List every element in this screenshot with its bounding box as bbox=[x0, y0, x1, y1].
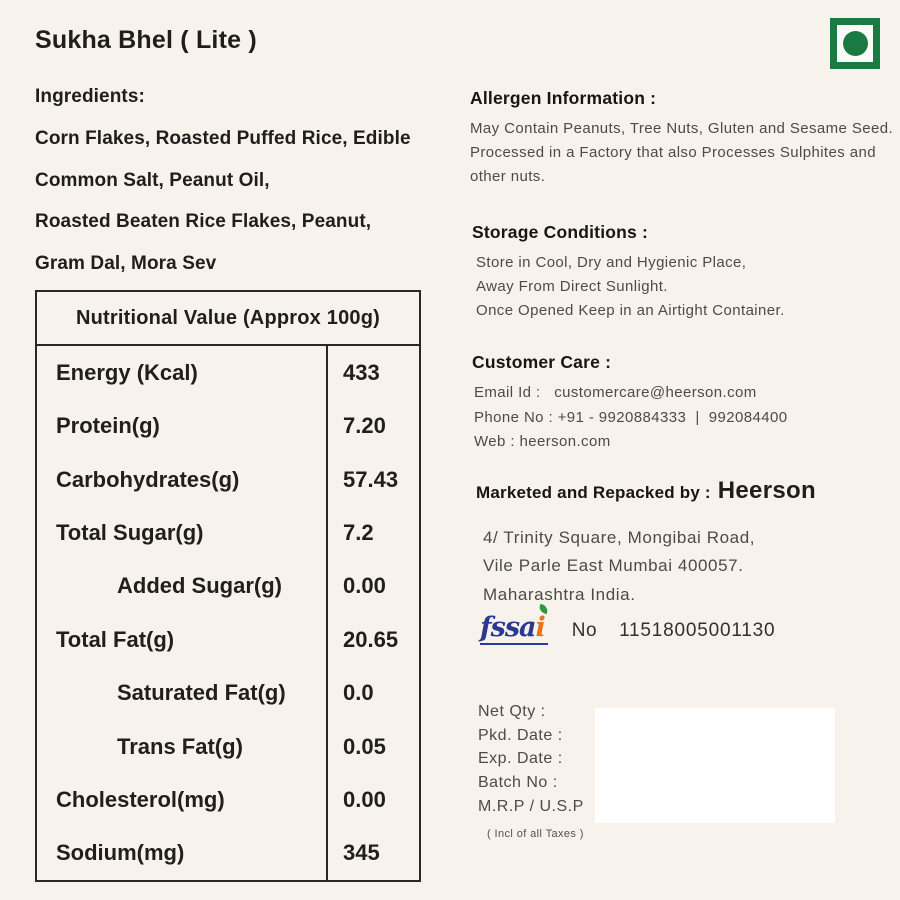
table-row bbox=[37, 560, 419, 613]
table-row bbox=[37, 506, 419, 559]
nutrition-table bbox=[35, 290, 421, 882]
table-row bbox=[37, 399, 419, 452]
storage-line: Once Opened Keep in an Airtight Container. bbox=[476, 301, 785, 319]
nutrient-label: Sodium(mg) bbox=[56, 840, 185, 866]
marketed-by-label: Marketed and Repacked by : bbox=[476, 483, 711, 502]
vegetarian-dot-icon bbox=[843, 31, 868, 56]
declaration-labels bbox=[478, 700, 584, 819]
nutrient-value: 433 bbox=[326, 346, 419, 399]
allergen-line: other nuts. bbox=[470, 167, 546, 185]
table-row bbox=[37, 613, 419, 666]
fssai-license-row bbox=[480, 613, 775, 645]
address-line: Maharashtra India. bbox=[483, 584, 636, 604]
mrp-usp-label: M.R.P / U.S.P bbox=[478, 797, 584, 815]
address-line: Vile Parle East Mumbai 400057. bbox=[483, 556, 744, 576]
customer-care-web: Web : heerson.com bbox=[474, 433, 611, 450]
nutrient-label: Protein(g) bbox=[56, 413, 160, 439]
nutrient-value: 0.05 bbox=[326, 720, 419, 773]
product-title: Sukha Bhel ( Lite ) bbox=[35, 26, 257, 54]
allergen-line: May Contain Peanuts, Tree Nuts, Gluten and Sesame Seed. bbox=[470, 120, 894, 137]
customer-care-heading: Customer Care : bbox=[472, 352, 612, 372]
pkd-date-label: Pkd. Date : bbox=[478, 726, 563, 744]
exp-date-label: Exp. Date : bbox=[478, 750, 563, 768]
nutrient-label: Carbohydrates(g) bbox=[56, 466, 240, 492]
nutrient-value: 7.2 bbox=[326, 506, 419, 559]
storage-line: Store in Cool, Dry and Hygienic Place, bbox=[476, 254, 747, 271]
nutrient-value: 0.0 bbox=[326, 666, 419, 719]
storage-line: Away From Direct Sunlight. bbox=[476, 277, 668, 295]
nutrient-value: 345 bbox=[326, 827, 419, 880]
nutrient-value: 20.65 bbox=[326, 613, 419, 666]
storage-heading: Storage Conditions : bbox=[472, 222, 649, 242]
customer-care-phone: Phone No : +91 - 9920884333 | 992084400 bbox=[474, 408, 788, 426]
nutrient-label: Added Sugar(g) bbox=[117, 573, 282, 599]
table-row bbox=[37, 666, 419, 719]
taxes-note: ( Incl of all Taxes ) bbox=[487, 828, 584, 840]
allergen-line: Processed in a Factory that also Processes Sulphites and bbox=[470, 143, 876, 161]
nutrient-label: Total Sugar(g) bbox=[56, 519, 204, 545]
fssai-license-number: 11518005001130 bbox=[619, 620, 776, 641]
net-qty-label: Net Qty : bbox=[478, 703, 546, 720]
nutrient-label: Saturated Fat(g) bbox=[117, 680, 286, 706]
address-line: 4/ Trinity Square, Mongibai Road, bbox=[483, 528, 756, 547]
fssai-logo-text: fssa bbox=[480, 612, 536, 643]
vegetarian-mark-icon bbox=[830, 18, 880, 69]
ingredients-line: Common Salt, Peanut Oil, bbox=[35, 169, 270, 191]
ingredients-line: Roasted Beaten Rice Flakes, Peanut, bbox=[35, 211, 372, 233]
fssai-no-label: No bbox=[571, 620, 598, 641]
allergen-heading: Allergen Information : bbox=[470, 88, 657, 108]
nutrient-label: Trans Fat(g) bbox=[117, 733, 243, 759]
nutrient-value: 0.00 bbox=[326, 773, 419, 826]
nutrient-value: 7.20 bbox=[326, 399, 419, 452]
table-row bbox=[37, 720, 419, 773]
nutrition-table-title: Nutritional Value (Approx 100g) bbox=[37, 292, 419, 346]
marketed-by-section bbox=[476, 477, 816, 505]
ingredients-section bbox=[35, 76, 411, 285]
storage-section bbox=[472, 222, 785, 322]
batch-no-label: Batch No : bbox=[478, 774, 558, 792]
table-row bbox=[37, 827, 419, 880]
nutrient-label: Total Fat(g) bbox=[56, 626, 175, 652]
fssai-logo-i: i bbox=[536, 612, 546, 643]
declaration-blank-box bbox=[595, 708, 835, 823]
nutrient-label: Cholesterol(mg) bbox=[56, 786, 225, 812]
ingredients-line: Corn Flakes, Roasted Puffed Rice, Edible bbox=[35, 127, 411, 149]
brand-name: Heerson bbox=[717, 477, 816, 504]
table-row bbox=[37, 773, 419, 826]
nutrient-value: 0.00 bbox=[326, 560, 419, 613]
nutrition-table-body bbox=[37, 346, 419, 880]
customer-care-section bbox=[472, 352, 787, 455]
address-section bbox=[483, 524, 755, 609]
table-row bbox=[37, 453, 419, 506]
table-row bbox=[37, 346, 419, 399]
allergen-section bbox=[470, 88, 893, 188]
nutrient-value: 57.43 bbox=[326, 453, 419, 506]
nutrient-label: Energy (Kcal) bbox=[56, 359, 198, 385]
customer-care-email: Email Id : customercare@heerson.com bbox=[474, 384, 757, 401]
ingredients-line: Gram Dal, Mora Sev bbox=[35, 253, 217, 275]
ingredients-heading: Ingredients: bbox=[35, 86, 145, 107]
fssai-logo-icon bbox=[480, 613, 548, 645]
